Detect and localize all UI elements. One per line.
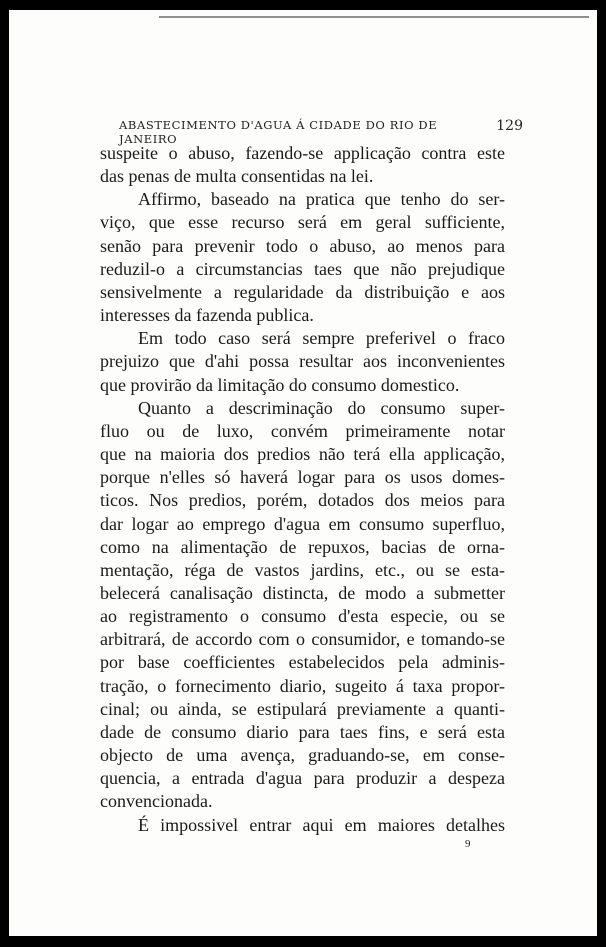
text-line: Affirmo, baseado na pratica que tenho do ser- — [138, 189, 505, 210]
text-line: quencia, a entrada d'agua para produzir a despeza — [100, 768, 505, 789]
text-line: Quanto a descriminação do consumo super- — [138, 397, 505, 418]
text-line: porque n'elles só haverá logar para os usos domes- — [100, 467, 505, 488]
signature-mark: 9 — [465, 838, 471, 850]
text-line: arbitrará, de accordo com o consumidor, e tomando-se — [100, 629, 505, 650]
text-line: convencionada. — [100, 791, 213, 812]
text-line: suspeite o abuso, fazendo-se applicação contra este — [100, 143, 505, 163]
text-line: Em todo caso será sempre preferivel o fraco — [138, 328, 505, 349]
body-text — [100, 142, 505, 837]
text-line: belecerá canalisação distincta, de modo a submetter — [100, 582, 505, 603]
text-line: cinal; ou ainda, se estipulará previamente a quanti- — [100, 698, 505, 719]
text-line: sensivelmente a regularidade da distribuição e aos — [100, 281, 505, 302]
text-line: ao registramento o consumo d'esta especie, ou se — [100, 606, 505, 627]
text-line: que na maioria dos predios não terá ella applicação, — [100, 444, 505, 465]
running-title: ABASTECIMENTO D'AGUA Á CIDADE DO RIO DE JANEIRO — [119, 118, 438, 146]
text-line: das penas de multa consentidas na lei. — [100, 166, 374, 187]
text-line: mentação, réga de vastos jardins, etc., ou se esta- — [100, 559, 505, 580]
text-line: senão para prevenir todo o abuso, ao menos para — [100, 235, 505, 256]
text-line: reduzil-o a circumstancias taes que não prejudique — [100, 258, 505, 279]
text-line: como na alimentação de repuxos, bacias de orna- — [100, 536, 505, 557]
text-line: prejuizo que d'ahi possa resultar aos inconvenientes — [100, 351, 505, 372]
text-line: ticos. Nos predios, porém, dotados dos meios para — [100, 490, 505, 511]
text-line: É impossivel entrar aqui em maiores detalhes — [138, 814, 505, 835]
text-line: viço, que esse recurso será em geral sufficiente, — [100, 212, 505, 233]
text-line: tração, o fornecimento diario, sugeito á taxa propor- — [100, 675, 505, 696]
text-line: dade de consumo diario para taes fins, e será esta — [100, 721, 505, 742]
scan-edge-line — [159, 16, 589, 18]
text-line: interesses da fazenda publica. — [100, 305, 314, 326]
page-number: 129 — [496, 118, 523, 134]
text-line: por base coefficientes estabelecidos pela adminis- — [100, 652, 505, 673]
text-line: fluo ou de luxo, convém primeiramente notar — [100, 420, 505, 441]
text-line: dar logar ao emprego d'agua em consumo superfluo, — [100, 513, 505, 534]
text-line: que provirão da limitação do consumo domestico. — [100, 374, 460, 395]
text-line: objecto de uma avença, graduando-se, em conse- — [100, 745, 505, 766]
book-page — [9, 10, 597, 936]
